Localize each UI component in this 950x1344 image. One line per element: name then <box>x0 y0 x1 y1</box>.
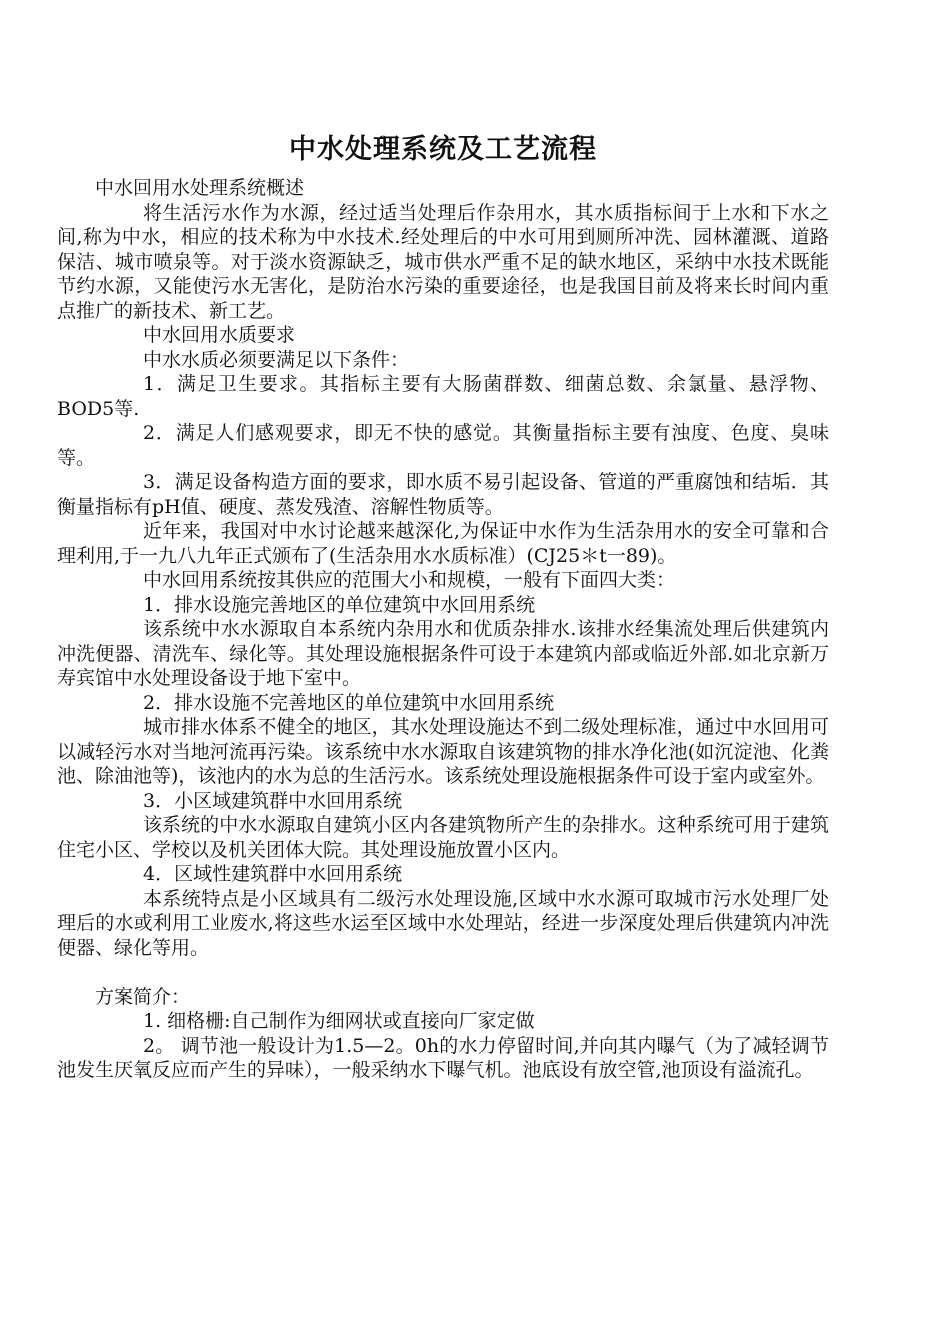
paragraph-system-2: 城市排水体系不健全的地区，其水处理设施达不到二级处理标准，通过中水回用可以减轻污水对当地河流再污染。该系统中水水源取自该建筑物的排水净化池(如沉淀池、化粪池、除油池等)，该池内的水为总的生活污水。该系统处理设施根据条件可设于室内或室外。 <box>57 716 829 787</box>
subheading-system-3: 3．小区域建筑群中水回用系统 <box>143 789 403 812</box>
paragraph-systems-intro: 中水回用系统按其供应的范围大小和规模，一般有下面四大类： <box>143 569 676 591</box>
section-heading-scheme: 方案简介： <box>95 985 191 1008</box>
subheading-system-2: 2．排水设施不完善地区的单位建筑中水回用系统 <box>143 691 555 714</box>
paragraph-system-1: 该系统中水水源取自本系统内杂用水和优质杂排水.该排水经集流处理后供建筑内冲洗便器、清洗车、绿化等。其处理设施根据条件可设于本建筑内部或临近外部.如北京新万寿宾馆中水处理设备设于地下室中。 <box>57 618 829 689</box>
paragraph-system-3: 该系统的中水水源取自建筑小区内各建筑物所产生的杂排水。这种系统可用于建筑住宅小区、学校以及机关团体大院。其处理设施放置小区内。 <box>57 814 829 861</box>
paragraph-overview: 将生活污水作为水源，经过适当处理后作杂用水，其水质指标间于上水和下水之间,称为中水，相应的技术称为中水技术.经处理后的中水可用到厕所冲洗、园林灌溉、道路保洁、城市喷泉等。对于淡水资源缺乏，城市供水严重不足的缺水地区，采纳中水技术既能节约水源，又能使污水无害化，是防治水污染的重要途径，也是我国目前及将来长时间内重点推广的新技术、新工艺。 <box>57 201 829 322</box>
document-title: 中水处理系统及工艺流程 <box>289 134 597 165</box>
section-heading-overview: 中水回用水处理系统概述 <box>95 177 305 199</box>
section-heading-quality: 中水回用水质要求 <box>143 324 296 346</box>
blank-line <box>57 960 829 985</box>
document-page <box>57 128 829 1083</box>
list-item-quality-3: 3．满足设备构造方面的要求，即水质不易引起设备、管道的严重腐蚀和结垢．其衡量指标有pH值、硬度、蒸发残渣、溶解性物质等。 <box>57 471 829 518</box>
list-item-scheme-1: 1. 细格栅:自己制作为细网状或直接向厂家定做 <box>143 1010 535 1032</box>
subheading-system-4: 4．区域性建筑群中水回用系统 <box>143 863 403 885</box>
list-item-quality-2: 2．满足人们感观要求，即无不快的感觉。其衡量指标主要有浊度、色度、臭味等。 <box>57 422 829 469</box>
list-item-scheme-2: 2。 调节池一般设计为1.5—2。0h的水力停留时间,并向其内曝气（为了减轻调节池发生厌氧反应而产生的异味），一般采纳水下曝气机。池底设有放空管,池顶设有溢流孔。 <box>57 1034 829 1081</box>
list-item-quality-1: 1．满足卫生要求。其指标主要有大肠菌群数、细菌总数、余氯量、悬浮物、BOD5等. <box>57 373 829 420</box>
subheading-system-1: 1．排水设施完善地区的单位建筑中水回用系统 <box>143 593 536 616</box>
paragraph-standard: 近年来，我国对中水讨论越来越深化,为保证中水作为生活杂用水的安全可靠和合理利用,于一九八九年正式颁布了(生活杂用水水质标准）(CJ25＊t一89)。 <box>57 520 829 567</box>
paragraph-quality-intro: 中水水质必须要满足以下条件： <box>143 348 410 371</box>
paragraph-system-4: 本系统特点是小区域具有二级污水处理设施,区域中水水源可取城市污水处理厂处理后的水或利用工业废水,将这些水运至区域中水处理站，经进一步深度处理后供建筑内冲洗便器、绿化等用。 <box>57 887 829 959</box>
